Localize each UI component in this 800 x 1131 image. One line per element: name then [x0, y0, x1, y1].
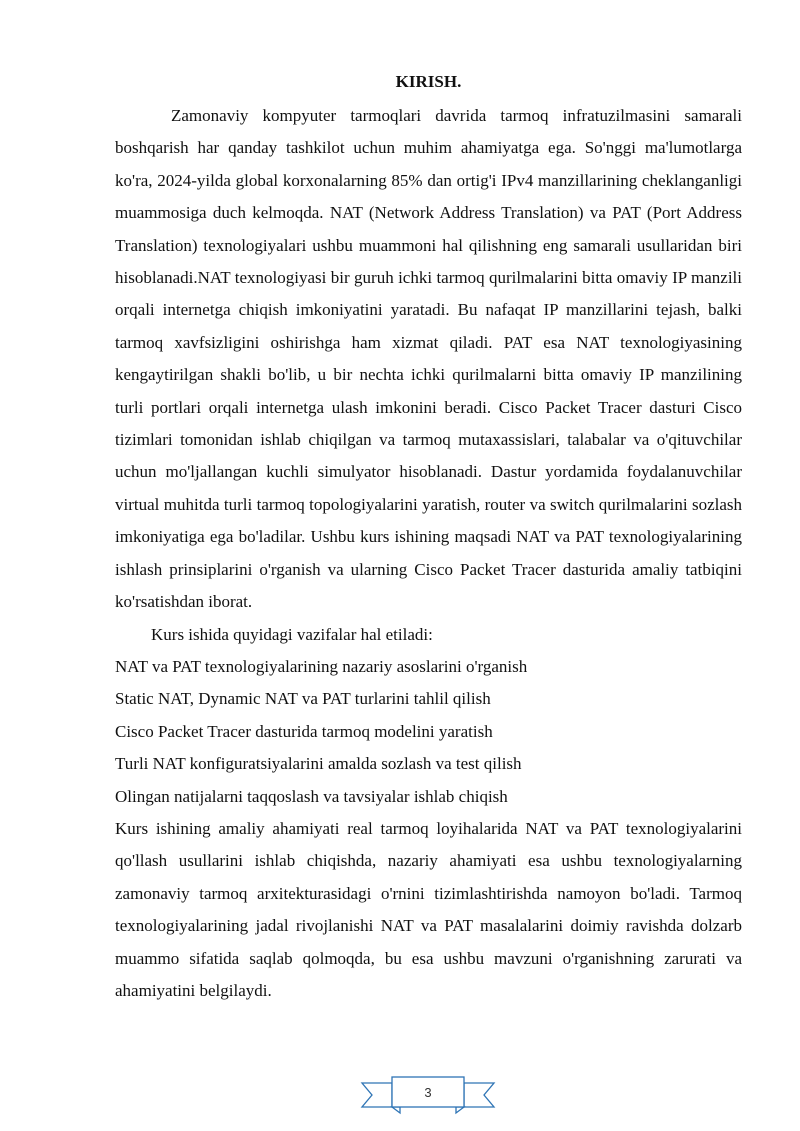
- list-item: Olingan natijalarni taqqoslash va tavsiyalar ishlab chiqish: [115, 786, 508, 806]
- tasks-lead: Kurs ishida quyidagi vazifalar hal etiladi:: [151, 624, 433, 644]
- list-item: Cisco Packet Tracer dasturida tarmoq modelini yaratish: [115, 721, 493, 741]
- page-title: KIRISH.: [395, 72, 462, 91]
- list-item: Turli NAT konfiguratsiyalarini amalda sozlash va test qilish: [115, 754, 522, 774]
- document-page: [115, 70, 742, 1007]
- task-list: [115, 651, 742, 813]
- closing-paragraph: Kurs ishining amaliy ahamiyati real tarmoq loyihalarida NAT va PAT texnologiyalarini qo'llash usullarini ishlab chiqishda, nazariy ahamiyati esa ushbu texnologiyalarning zamonaviy tarmoq arxitekturasidagi o'rnini tizimlashtirishda namoyon bo'ladi. Tarmoq texnologiyalarining jadal rivojlanishi NAT va PAT masalalarini doimiy ravishda dolzarb muammo sifatida saqlab qolmoqda, bu esa ushbu mavzuni o'rganishning zarurati va ahamiyatini belgilaydi.: [115, 818, 742, 1000]
- page-number: 3: [424, 1085, 432, 1100]
- intro-paragraph: Zamonaviy kompyuter tarmoqlari davrida tarmoq infratuzilmasini samarali boshqarish har qanday tashkilot uchun muhim ahamiyatga ega. So'nggi ma'lumotlarga ko'ra, 2024-yilda global korxonalarning 85% dan ortig'i IPv4 manzillarining cheklanganligi muammosiga duch kelmoqda. NAT (Network Address Translation) va PAT (Port Address Translation) texnologiyalari ushbu muammoni hal qilishning eng samarali usullaridan biri hisoblanadi.NAT texnologiyasi bir guruh ichki tarmoq qurilmalarini bitta omaviy IP manzili orqali internetga chiqish imkoniyatini yaratadi. Bu nafaqat IP manzillarini tejash, balki tarmoq xavfsizligini oshirishga ham xizmat qiladi. PAT esa NAT texnologiyasining kengaytirilgan shakli bo'lib, u bir nechta ichki qurilmalarni bitta omaviy IP manzilining turli portlari orqali internetga ulash imkonini beradi. Cisco Packet Tracer dasturi Cisco tizimlari tomonidan ishlab chiqilgan va tarmoq mutaxassislari, talabalar va o'qituvchilar uchun mo'ljallangan kuchli simulyator hisoblanadi. Dastur yordamida foydalanuvchilar virtual muhitda turli tarmoq topologiyalarini yaratish, router va switch qurilmalarini sozlash imkoniyatiga ega bo'ladilar. Ushbu kurs ishining maqsadi NAT va PAT texnologiyalarining ishlash prinsiplarini o'rganish va ularning Cisco Packet Tracer dasturida amaliy tatbiqini ko'rsatishdan iborat.: [115, 106, 742, 612]
- page-footer: [360, 1073, 496, 1117]
- list-item: Static NAT, Dynamic NAT va PAT turlarini tahlil qilish: [115, 689, 491, 709]
- list-item: NAT va PAT texnologiyalarining nazariy asoslarini o'rganish: [115, 656, 528, 676]
